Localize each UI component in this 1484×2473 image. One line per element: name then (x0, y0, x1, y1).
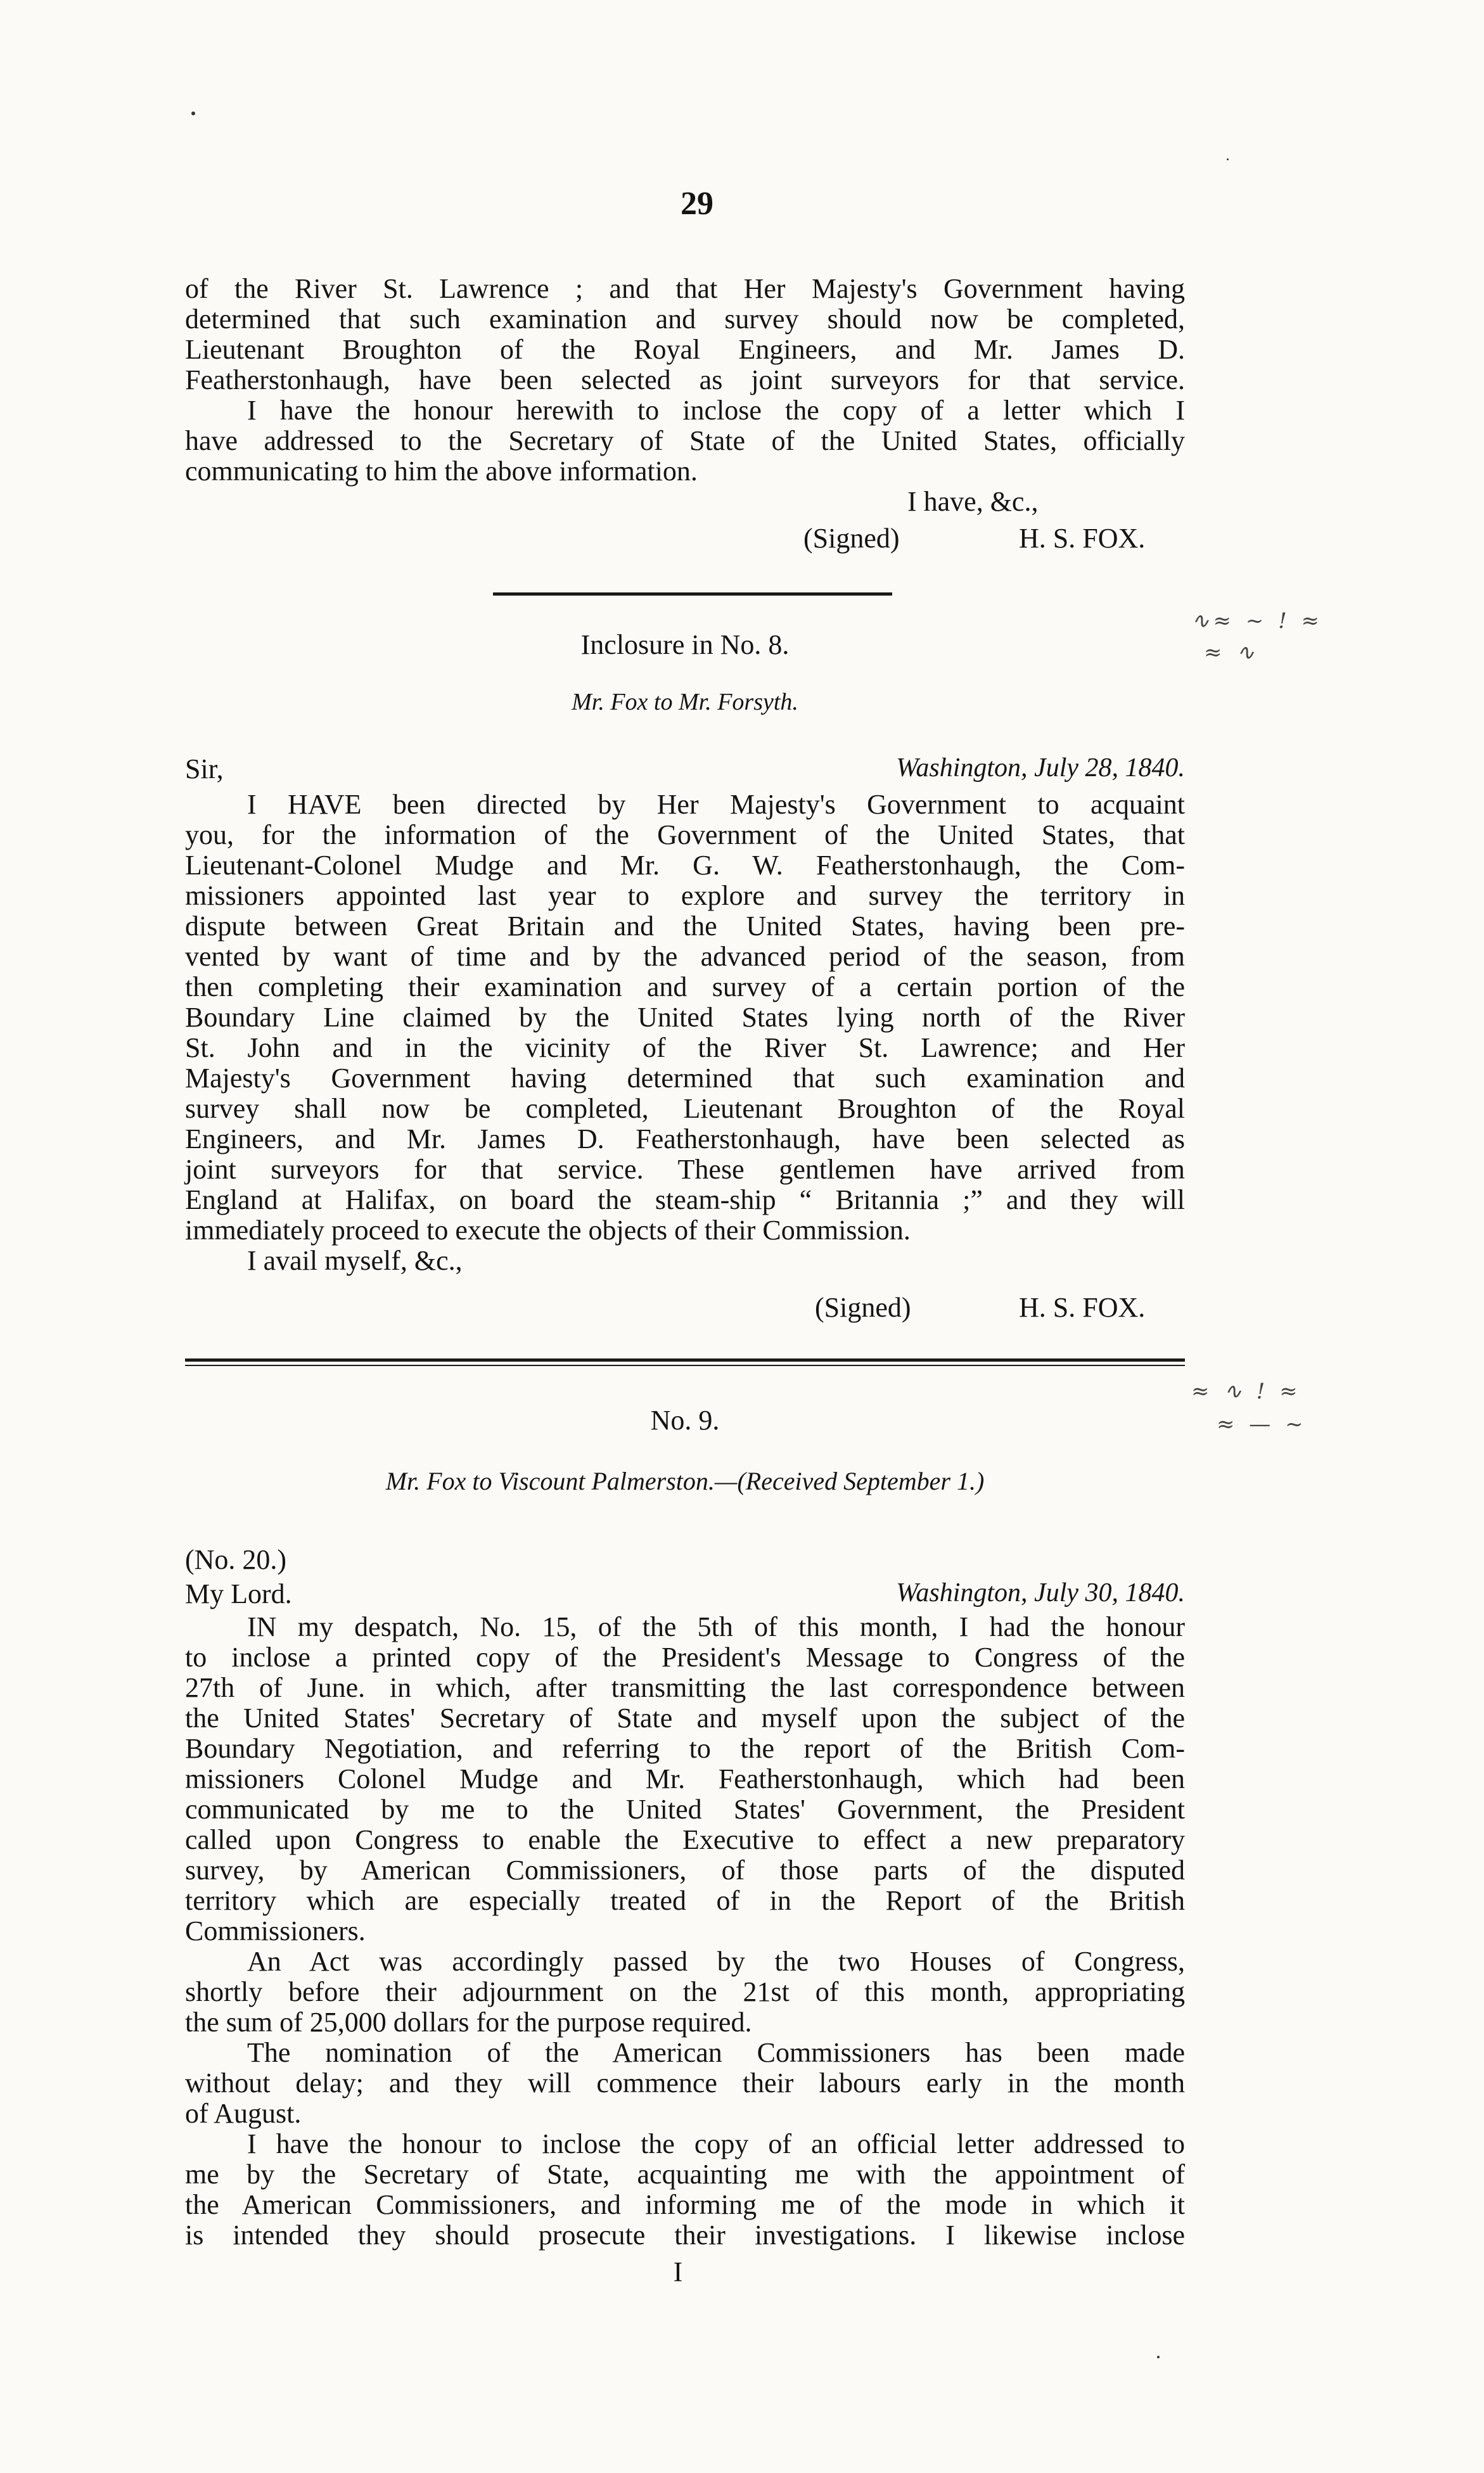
text-line: Lieutenant-Colonel Mudge and Mr. G. W. Featherstonhaugh, the Com- (185, 850, 1185, 881)
text-line: I have the honour to inclose the copy of an official letter addressed to (247, 2128, 1185, 2159)
text-line: survey, by American Commissioners, of those parts of the disputed (185, 1855, 1185, 1886)
text-line: IN my despatch, No. 15, of the 5th of this month, I had the honour (247, 1611, 1185, 1642)
text-line: Engineers, and Mr. James D. Featherstonhaugh, have been selected as (185, 1123, 1185, 1154)
no9-salutation: My Lord. (185, 1578, 292, 1609)
text-line: missioners Colonel Mudge and Mr. Featherstonhaugh, which had been (185, 1763, 1185, 1794)
section-divider (185, 1365, 1185, 1366)
text-line: of the River St. Lawrence ; and that Her Majesty's Government having (185, 273, 1185, 304)
block1-signed-label: (Signed) (803, 523, 900, 554)
text-line: Majesty's Government having determined that such examination and (185, 1063, 1185, 1094)
text-line: I have the honour herewith to inclose the copy of a letter which I (247, 395, 1185, 426)
section-divider (493, 592, 892, 596)
no9-subheading: Mr. Fox to Viscount Palmerston.—(Received September 1.) (385, 1467, 985, 1495)
no9-heading: No. 9. (650, 1405, 720, 1436)
paper-speck (191, 112, 195, 115)
text-line: Featherstonhaugh, have been selected as joint surveyors for that service. (185, 364, 1185, 395)
handwritten-margin-note: ∿≈ ~ ! ≈ (1191, 608, 1324, 634)
text-line: England at Halifax, on board the steam-ship “ Britannia ;” and they will (185, 1184, 1185, 1215)
text-line: dispute between Great Britain and the United States, having been pre- (185, 911, 1185, 942)
handwritten-margin-note: ≈ ∿ ! ≈ (1191, 1379, 1302, 1404)
text-line: of August. (185, 2098, 302, 2129)
text-line: Boundary Negotiation, and referring to the report of the British Com- (185, 1733, 1185, 1764)
text-line: I HAVE been directed by Her Majesty's Government to acquaint (247, 789, 1185, 820)
inclosure-closing: I avail myself, &c., (247, 1245, 463, 1276)
text-line: shortly before their adjournment on the 21st of this month, appropriating (185, 1976, 1185, 2007)
text-line: missioners appointed last year to explore and survey the territory in (185, 880, 1185, 911)
text-line: vented by want of time and by the advanced period of the season, from (185, 941, 1185, 972)
text-line: survey shall now be completed, Lieutenant Broughton of the Royal (185, 1093, 1185, 1124)
inclosure-heading: Inclosure in No. 8. (580, 629, 790, 660)
text-line: communicating to him the above information. (185, 456, 698, 487)
section-divider (185, 1358, 1185, 1362)
text-line: An Act was accordingly passed by the two Houses of Congress, (247, 1946, 1185, 1977)
text-line: Commissioners. (185, 1915, 366, 1946)
text-line: the United States' Secretary of State and myself upon the subject of the (185, 1703, 1185, 1734)
text-line: 27th of June. in which, after transmitting the last correspondence between (185, 1672, 1185, 1703)
signature-mark: I (673, 2256, 683, 2287)
inclosure-signer: H. S. FOX. (1019, 1292, 1146, 1323)
text-line: communicated by me to the United States' Government, the President (185, 1794, 1185, 1825)
text-line: is intended they should prosecute their investigations. I likewise inclose (185, 2220, 1185, 2251)
text-line: to inclose a printed copy of the President's Message to Congress of the (185, 1642, 1185, 1673)
handwritten-margin-note: ≈ — ~ (1217, 1412, 1307, 1437)
paper-speck (1157, 2356, 1160, 2358)
text-line: St. John and in the vicinity of the River St. Lawrence; and Her (185, 1032, 1185, 1063)
block1-signer: H. S. FOX. (1019, 523, 1146, 554)
text-line: immediately proceed to execute the objects of their Commission. (185, 1215, 911, 1246)
no9-dateline: Washington, July 30, 1840. (896, 1578, 1185, 1607)
handwritten-margin-note: ≈ ∿ (1204, 640, 1258, 665)
paper-speck (1227, 158, 1229, 160)
text-line: joint surveyors for that service. These gentlemen have arrived from (185, 1154, 1185, 1185)
block1-closing: I have, &c., (907, 486, 1039, 517)
text-line: me by the Secretary of State, acquainting me with the appointment of (185, 2159, 1185, 2190)
text-line: the American Commissioners, and informing me of the mode in which it (185, 2189, 1185, 2220)
text-line: determined that such examination and survey should now be completed, (185, 304, 1185, 335)
no9-reference: (No. 20.) (185, 1544, 287, 1575)
text-line: Lieutenant Broughton of the Royal Engineers, and Mr. James D. (185, 334, 1185, 365)
page-number: 29 (681, 186, 713, 222)
text-line: Boundary Line claimed by the United States lying north of the River (185, 1002, 1185, 1033)
text-line: you, for the information of the Government of the United States, that (185, 819, 1185, 850)
text-line: then completing their examination and survey of a certain portion of the (185, 971, 1185, 1002)
inclosure-dateline: Washington, July 28, 1840. (896, 753, 1185, 783)
text-line: territory which are especially treated of in the Report of the British (185, 1885, 1185, 1916)
inclosure-signed-label: (Signed) (815, 1292, 911, 1323)
text-line: The nomination of the American Commissioners has been made (247, 2037, 1185, 2068)
text-line: have addressed to the Secretary of State of the United States, officially (185, 425, 1185, 456)
inclosure-salutation: Sir, (185, 753, 224, 784)
text-line: without delay; and they will commence their labours early in the month (185, 2067, 1185, 2099)
text-line: the sum of 25,000 dollars for the purpose required. (185, 2007, 752, 2038)
inclosure-subheading: Mr. Fox to Mr. Forsyth. (572, 689, 798, 715)
text-line: called upon Congress to enable the Executive to effect a new preparatory (185, 1824, 1185, 1855)
